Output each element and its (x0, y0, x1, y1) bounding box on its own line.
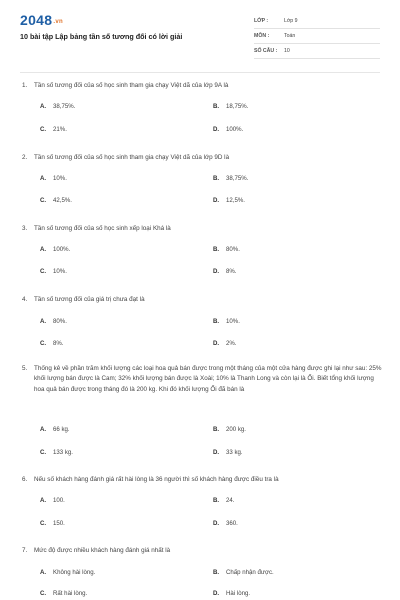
question-number: 2. (22, 154, 28, 161)
question-number: 1. (22, 82, 28, 89)
question-1-option-a[interactable]: A. 38,75%. (40, 103, 76, 110)
header-divider (20, 72, 380, 73)
question-1-option-b[interactable]: B. 18,75%. (213, 103, 249, 110)
question-text: Nếu số khách hàng đánh giá rất hài lòng là 36 người thì số khách hàng được điều tra là (34, 476, 279, 483)
question-2-option-c[interactable]: C. 42,5%. (40, 197, 72, 204)
document-title: 10 bài tập Lập bảng tần số tương đối có lời giải (20, 32, 183, 41)
question-2-option-b[interactable]: B. 38,75%. (213, 175, 249, 182)
meta-key: LỚP : (254, 18, 269, 24)
question-text: Mức độ được nhiều khách hàng đánh giá nhất là (34, 547, 171, 554)
meta-value: Toán (284, 33, 296, 39)
question-2-option-d[interactable]: D. 12,5%. (213, 197, 245, 204)
question-4-option-a[interactable]: A. 80%. (40, 318, 67, 325)
meta-row-class (254, 14, 380, 29)
question-number: 3. (22, 225, 28, 232)
meta-value: Lớp 9 (284, 18, 298, 24)
question-6-option-a[interactable]: A. 100. (40, 497, 65, 504)
question-5-option-d[interactable]: D. 33 kg. (213, 449, 243, 456)
question-5-option-c[interactable]: C. 133 kg. (40, 449, 73, 456)
question-7-option-d[interactable]: D. Hài lòng. (213, 590, 251, 597)
question-number: 5. (22, 365, 28, 372)
question-4-option-c[interactable]: C. 8%. (40, 340, 64, 347)
question-2-option-a[interactable]: A. 10%. (40, 175, 67, 182)
meta-key: SỐ CÂU : (254, 48, 278, 54)
question-number: 6. (22, 476, 28, 483)
meta-value: 10 (284, 48, 290, 54)
question-4-option-d[interactable]: D. 2%. (213, 340, 237, 347)
question-1-option-c[interactable]: C. 21%. (40, 126, 67, 133)
question-6-option-d[interactable]: D. 360. (213, 520, 238, 527)
question-1-option-d[interactable]: D. 100%. (213, 126, 244, 133)
question-6-option-c[interactable]: C. 150. (40, 520, 65, 527)
question-5-option-b[interactable]: B. 200 kg. (213, 426, 246, 433)
question-text: Tần số tương đối của giá trị chưa đạt là (34, 296, 145, 303)
question-7-option-a[interactable]: A. Không hài lòng. (40, 569, 96, 576)
question-3-option-a[interactable]: A. 100%. (40, 246, 71, 253)
site-logo[interactable]: 2048.vn (20, 12, 63, 28)
question-text: Tần số tương đối của số học sinh tham gia chạy Việt dã của lớp 9D là (34, 154, 230, 161)
question-number: 4. (22, 296, 28, 303)
question-7-option-b[interactable]: B. Chấp nhận được. (213, 569, 274, 576)
worksheet-header (0, 0, 400, 72)
question-5-option-a[interactable]: A. 66 kg. (40, 426, 70, 433)
meta-row-question-count (254, 44, 380, 59)
meta-key: MÔN : (254, 33, 270, 39)
question-text: Tần số tương đối của số học sinh xếp loại Khá là (34, 225, 171, 232)
question-text: Tần số tương đối của số học sinh tham gia chạy Việt dã của lớp 9A là (34, 82, 229, 89)
question-3-option-d[interactable]: D. 8%. (213, 268, 237, 275)
meta-row-subject (254, 29, 380, 44)
question-text: Thống kê về phần trăm khối lượng các loại hoa quả bán được trong một tháng của một cửa hàng được ghi lại như sau: 25% khối lượng bán được là Cam; 32% khối lượng bán được là Xoài; 10% là Thanh Long và còn lại là Ổi. Biết tổng khối lượng hoa quả bán được trong tháng đó là 200 kg. Khi đó khối lượng Ổi đã bán là (34, 365, 382, 393)
question-3-option-b[interactable]: B. 80%. (213, 246, 240, 253)
question-3-option-c[interactable]: C. 10%. (40, 268, 67, 275)
question-6-option-b[interactable]: B. 24. (213, 497, 235, 504)
question-7-option-c[interactable]: C. Rất hài lòng. (40, 590, 88, 597)
question-number: 7. (22, 547, 28, 554)
question-4-option-b[interactable]: B. 10%. (213, 318, 240, 325)
document-meta (254, 14, 380, 59)
